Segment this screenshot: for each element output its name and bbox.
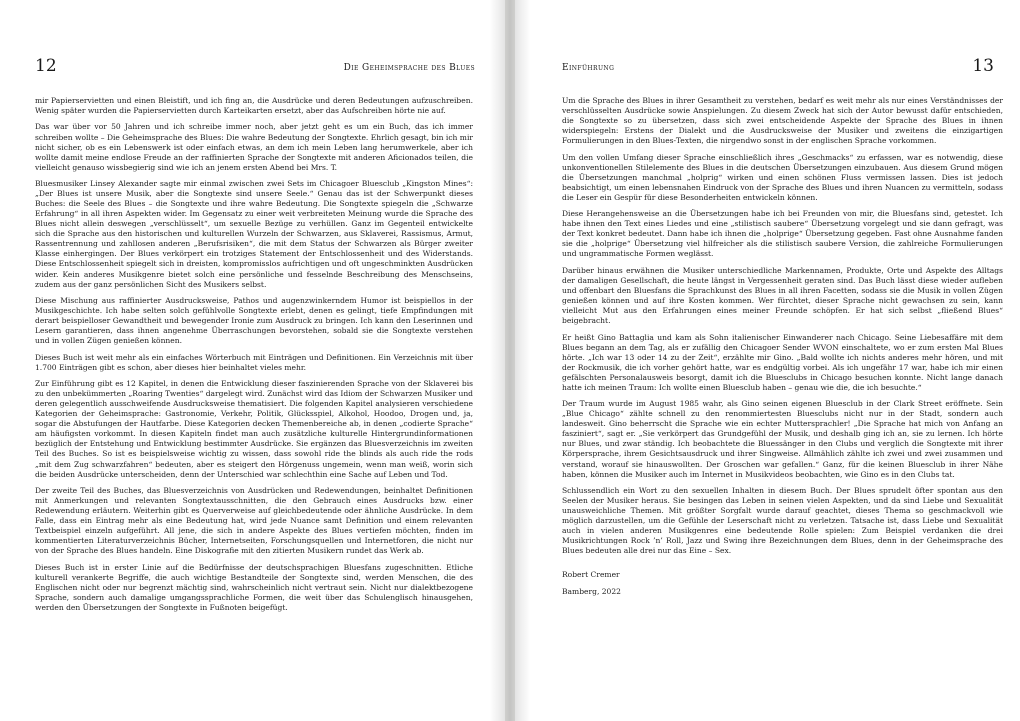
body-text-left <box>35 96 473 619</box>
paragraph: Der zweite Teil des Buches, das Bluesverzeichnis von Ausdrücken und Redewendungen, beinhaltet Definitionen mit Anmerkungen und relevanten Songtextausschnitten, die den Gebrauch eines Ausdrucks bzw. einer Redewendung erläutern. Weiterhin gibt es Querverweise auf gleichbedeutende oder ähnliche Ausdrücke. In dem Falle, dass ein Eintrag mehr als eine Bedeutung hat, wird jede Nuance samt Definition und einem relevanten Textbeispiel einzeln aufgeführt. All jene, die sich in andere Aspekte des Blues vertiefen möchten, finden im kommentierten Literaturverzeichnis Bücher, Internetseiten, Forschungsquellen und Internetforen, die nicht nur von der Sprache des Blues handeln. Eine Diskografie mit den zitierten Musikern rundet das Werk ab. <box>35 485 473 556</box>
paragraph: Um die Sprache des Blues in ihrer Gesamtheit zu verstehen, bedarf es weit mehr als nur eines Verständnisses der verschlüsselten Ausdrücke sowie Anspielungen. Zu diesem Zweck hat sich der Autor bewusst dafür entschieden, die Songtexte so zu übersetzen, dass sich zwei entscheidende Aspekte der Sprache des Blues in ihnen widerspiegeln: Erstens der Dialekt und die Ausdrucksweise der Musiker und zweitens die einzigartigen Formulierungen in den Blues-Texten, die nirgendwo sonst in der englischen Sprache vorkommen. <box>562 96 1003 146</box>
paragraph: Schlussendlich ein Wort zu den sexuellen Inhalten in diesem Buch. Der Blues sprudelt öfter spontan aus den Seelen der Musiker heraus. Sie besingen das Leben in seinen vielen Aspekten, und da sind Liebe und Sexualität unausweichliche Themen. Mit größter Sorgfalt wurde darauf geachtet, dieses Thema so geschmackvoll wie möglich darzustellen, um die Gefühle der Leserschaft nicht zu verletzen. Tatsache ist, dass Liebe und Sexualität auch in vielen anderen Musikgenres eine bedeutende Rolle spielen: Zum Beispiel verdanken die drei Musikrichtungen Rock ’n’ Roll, Jazz und Swing ihre Bezeichnungen dem Blues, denn in der Geheimsprache des Blues bedeuten alle drei nur das Eine – Sex. <box>562 485 1003 556</box>
paragraph: Diese Mischung aus raffinierter Ausdrucksweise, Pathos und augenzwinkerndem Humor ist beispiellos in der Musikgeschichte. Ich habe selten solch gefühlvolle Songtexte erlebt, denen es gelingt, tiefe Empfindungen mit derart beispielloser Gewandtheit und bewegender Ironie zum Ausdruck zu bringen. Ich kann den Leserinnen und Lesern garantieren, dass ihnen angenehme Überraschungen bevorstehen, sobald sie die Songtexte verstehen und in vollen Zügen genießen können. <box>35 296 473 346</box>
paragraph: Um den vollen Umfang dieser Sprache einschließlich ihres „Geschmacks“ zu erfassen, war es notwendig, diese unkonventionellen Stilelemente des Blues in die deutschen Übersetzungen einzubauen. Aus diesem Grund mögen die Übersetzungen manchmal „holprig“ wirken und einen schönen Fluss vermissen lassen. Dies ist jedoch beabsichtigt, um einen lebensnahen Eindruck von der Sprache des Blues und ihren Nuancen zu vermitteln, sodass die Leser ein Gespür für diese Besonderheiten entwickeln können. <box>562 152 1003 202</box>
place-date: Bamberg, 2022 <box>562 586 621 596</box>
paragraph: Das war über vor 50 Jahren und ich schreibe immer noch, aber jetzt geht es um ein Buch, das ich immer schreiben wollte – Die Geheimsprache des Blues: Die wahre Bedeutung der Songtexte. Ehrlich gesagt, bin ich mir nicht sicher, ob es ein Lebenswerk ist oder einfach etwas, an dem ich mein Leben lang herumwerkele, aber ich wollte damit meine endlose Freude an der raffinierten Sprache der Songtexte mit anderen Aficionados teilen, die vielleicht genauso wissbegierig sind wie ich an jenem ersten Abend bei Mrs. T. <box>35 122 473 172</box>
paragraph: mir Papierservietten und einen Bleistift, und ich fing an, die Ausdrücke und deren Bedeutungen aufzuschreiben. Wenig später wurden die Papierservietten durch Karteikarten ersetzt, aber das Aufschreiben hörte nie auf. <box>35 96 473 116</box>
page-number-right: 13 <box>972 56 994 76</box>
paragraph: Zur Einführung gibt es 12 Kapitel, in denen die Entwicklung dieser faszinierenden Sprache von der Sklaverei bis zu den unbekümmerten „Roaring Twenties“ dargelegt wird. Zunächst wird das Idiom der Schwarzen Musiker und deren gelegentlich ausschweifende Ausdrucksweise thematisiert. Die folgenden Kapitel analysieren verschiedene Kategorien der Geheimsprache: Gastronomie, Verkehr, Politik, Glücksspiel, Alkohol, Hoodoo, Drogen und, ja, sogar die Abstufungen der Hautfarbe. Diese Kategorien decken Themenbereiche ab, in denen „codierte Sprache“ am häufigsten vorkommt. In diesen Kapiteln findet man auch zusätzliche kulturelle Hintergrundinformationen bezüglich der Entstehung und Entwicklung bestimmter Ausdrücke. Sie ergänzen das Bluesverzeichnis im zweiten Teil des Buches. So ist es beispielsweise wichtig zu wissen, dass sowohl ride the blinds als auch ride the rods „mit dem Zug schwarzfahren“ bedeuten, aber es steigert den Hörgenuss ungemein, wenn man weiß, worin sich die beiden Ausdrücke unterscheiden, denn der Unterschied war schlechthin eine Sache auf Leben und Tod. <box>35 379 474 479</box>
paragraph: Diese Herangehensweise an die Übersetzungen habe ich bei Freunden von mir, die Bluesfans sind, getestet. Ich habe ihnen den Text eines Liedes und eine „stilistisch saubere“ Übersetzung vorgelegt und sie dann gefragt, was der Text konkret bedeutet. Dann habe ich ihnen die „holprige“ Übersetzung gegeben. Fast ohne Ausnahme fanden sie die „holprige“ Übersetzung viel hilfreicher als die stilistisch saubere Version, die zahlreiche Formulierungen und ungrammatische Formen weglässt. <box>562 209 1003 259</box>
paragraph: Darüber hinaus erwähnen die Musiker unterschiedliche Markennamen, Produkte, Orte und Aspekte des Alltags der damaligen Gesellschaft, die heute längst in Vergessenheit geraten sind. Das Buch lässt diese wieder aufleben und offenbart den Bluesfans die Sprachkunst des Blues in all ihren Facetten, sodass sie die Musik in vollen Zügen genießen können und auf ihre Kosten kommen. Wer fürchtet, dieser Sprache nicht gewachsen zu sein, kann vielleicht Mut aus den Erfahrungen eines meiner Freunde schöpfen. Er hat sich selbst „fließend Blues“ beigebracht. <box>562 265 1003 326</box>
body-text-right <box>562 96 1003 603</box>
book-gutter-shadow <box>490 0 530 721</box>
running-head-right: Einführung <box>562 63 615 73</box>
paragraph: Er heißt Gino Battaglia und kam als Sohn italienischer Einwanderer nach Chicago. Seine Liebesaffäre mit dem Blues begann an dem Tag, als er zufällig den Chicagoer Sender WVON einschaltete, wo er zum ersten Mal Blues hörte. „Ich war 13 oder 14 zu der Zeit“, erzählte mir Gino. „Bald wollte ich nichts anderes mehr hören, und mit der Rockmusik, die ich vorher gehört hatte, war es endgültig vorbei. Als ich ungefähr 17 war, habe ich mir einen gefälschten Personalausweis besorgt, damit ich die Bluesclubs in Chicago besuchen konnte. Nicht lange danach hatte ich meinen Traum: Ich wollte einen Bluesclub haben – genau wie die, die ich besuchte.“ <box>562 332 1003 392</box>
running-head-left: Die Geheimsprache des Blues <box>343 63 475 73</box>
paragraph: Bluesmusiker Linsey Alexander sagte mir einmal zwischen zwei Sets im Chicagoer Bluesclub „Kingston Mines“: „Der Blues ist unsere Musik, aber die Songtexte sind unsere Seele.“ Genau das ist der Schwerpunkt dieses Buches: die Seele des Blues – die Songtexte und ihre wahre Bedeutung. Die Songtexte spiegeln die „Schwarze Erfahrung“ in all ihren Aspekten wider. Im Gegensatz zu einer weit verbreiteten Meinung wurde die Sprache des Blues nicht allein deswegen „verschlüsselt“, um sexuelle Bezüge zu verhüllen. Ganz im Gegenteil entwickelte sich die Sprache aus den historischen und kulturellen Wurzeln der Schwarzen, aus Sklaverei, Rassismus, Armut, Rassentrennung und zahllosen anderen „Berufsrisiken“, die mit dem Status der Schwarzen als Bürger zweiter Klasse einhergingen. Der Blues verkörpert ein trotziges Statement der Entschlossenheit und des Widerstands. Diese Entschlossenheit spiegelt sich in dreisten, kompromisslos aufrichtigen und oft ungeschminkten Ausdrücken wider. Kein anderes Musikgenre bietet solch eine persönliche und fesselnde Beschreibung des Menschseins, zudem aus der ganz persönlichen Sicht des Musikers selbst. <box>35 179 473 289</box>
paragraph: Der Traum wurde im August 1985 wahr, als Gino seinen eigenen Bluesclub in der Clark Street eröffnete. Sein „Blue Chicago“ zählte schnell zu den renommiertesten Bluesclubs nicht nur in der Stadt, sondern auch landesweit. Gino beherrscht die Sprache wie ein echter Muttersprachler! „Die Sprache hat mich von Anfang an fasziniert“, sagt er. „Sie verkörpert das Grundgefühl der Musik, und deshalb ging ich an, sie zu lernen. Ich hörte nur Blues, und zwar ständig. Ich beobachtete die Bluessänger in den Clubs und verglich die Songtexte mit ihrer Körpersprache, ihrem Gesichtsausdruck und ihrer Singweise. Allmählich zählte ich zwei und zwei zusammen und verstand, worauf sie hinauswollten. Der Groschen war gefallen.“ Ganz, für die keinen Bluesclub in ihrer Nähe haben, können die Musiker auch im Internet in Musikvideos beobachten, wie Gino es in den Clubs tat. <box>562 399 1003 479</box>
right-page <box>515 0 1020 721</box>
paragraph: Dieses Buch ist weit mehr als ein einfaches Wörterbuch mit Einträgen und Definitionen. Ein Verzeichnis mit über 1.700 Einträgen gibt es schon, aber dieses hier beinhaltet vieles mehr. <box>35 352 473 372</box>
left-page <box>0 0 505 721</box>
signature: Robert Cremer <box>562 570 620 580</box>
page-number-left: 12 <box>35 56 57 76</box>
paragraph: Dieses Buch ist in erster Linie auf die Bedürfnisse der deutschsprachigen Bluesfans zugeschnitten. Etliche kulturell verankerte Begriffe, die auch wichtige Bestandteile der Songtexte sind, werden Menschen, die des Englischen nicht oder nur begrenzt mächtig sind, wahrscheinlich nicht vertraut sein. Nicht nur dialektbezogene Sprache, sondern auch damalige umgangssprachliche Formen, die weit über das Schulenglisch hinausgehen, werden den Übersetzungen der Songtexte in Fußnoten beigefügt. <box>35 562 473 612</box>
